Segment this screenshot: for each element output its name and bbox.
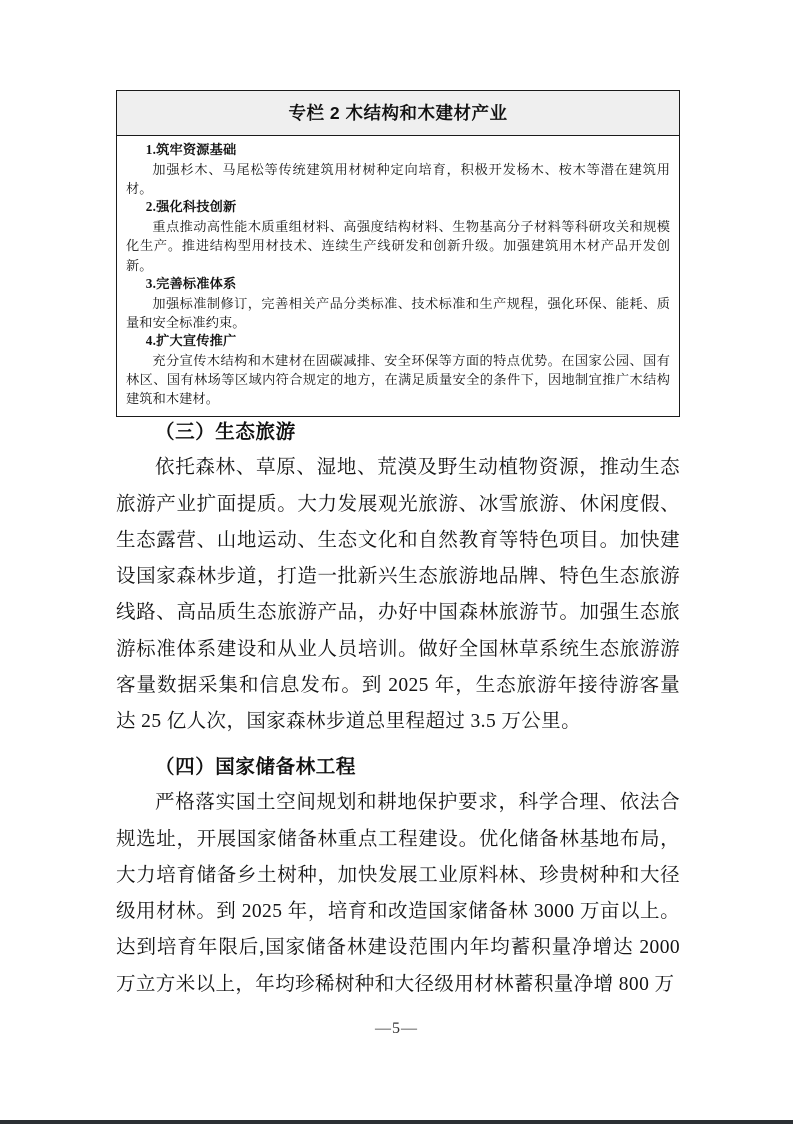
feature-item-heading-1: 1.筑牢资源基础 <box>145 142 237 157</box>
feature-box-title: 专栏 2 木结构和木建材产业 <box>117 91 679 136</box>
feature-item-text-4: 充分宣传木结构和木建材在固碳减排、安全环保等方面的特点优势。在国家公园、国有林区、国有林场等区域内符合规定的地方，在满足质量安全的条件下，因地制宜推广木结构建筑和木建材。 <box>126 352 670 407</box>
feature-item-text-3: 加强标准制修订，完善相关产品分类标准、技术标准和生产规程，强化环保、能耗、质量和安全标准约束。 <box>126 295 670 330</box>
section-heading-reserve-forest: （四）国家储备林工程 <box>155 757 357 778</box>
feature-item-text-1: 加强杉木、马尾松等传统建筑用材树种定向培育，积极开发杨木、桉木等潜在建筑用材。 <box>126 161 670 196</box>
section-paragraph-ecotourism: 依托森林、草原、湿地、荒漠及野生动植物资源，推动生态旅游产业扩面提质。大力发展观光旅游、冰雪旅游、休闲度假、生态露营、山地运动、生态文化和自然教育等特色项目。加快建设国家森林步道，打造一批新兴生态旅游地品牌、特色生态旅游线路、高品质生态旅游产品，办好中国森林旅游节。加强生态旅游标准体系建设和从业人员培训。做好全国林草系统生态旅游游客量数据采集和信息发布。到 2025 年，生态旅游年接待游客量达 25 亿人次，国家森林步道总里程超过 3.5 万公里。 <box>116 457 680 733</box>
section-reserve-forest <box>116 753 680 1003</box>
feature-box-wood-industry <box>116 90 680 417</box>
bottom-edge-bar <box>0 1120 793 1124</box>
feature-item-text-2: 重点推动高性能木质重组材料、高强度结构材料、生物基高分子材料等科研攻关和规模化生产。推进结构型用材技术、连续生产线研发和创新升级。加强建筑用木材产品开发创新。 <box>126 219 670 273</box>
feature-box-body <box>117 136 679 416</box>
section-paragraph-reserve-forest: 严格落实国土空间规划和耕地保护要求，科学合理、依法合规选址，开展国家储备林重点工程建设。优化储备林基地布局，大力培育储备乡土树种，加快发展工业原料林、珍贵树种和大径级用材林。到 2025 年，培育和改造国家储备林 3000 万亩以上。达到培育年限后,国家储备林建设范围内年均蓄积量净增达 2000 万立方米以上，年均珍稀树种和大径级用材林蓄积量净增 800 万 <box>116 792 680 995</box>
feature-item-heading-2: 2.强化科技创新 <box>145 199 237 215</box>
section-ecotourism <box>116 418 680 740</box>
feature-item-heading-3: 3.完善标准体系 <box>145 275 237 291</box>
page-number: —5— <box>375 1020 418 1037</box>
section-heading-ecotourism: （三）生态旅游 <box>155 422 296 443</box>
feature-item-heading-4: 4.扩大宣传推广 <box>145 333 237 349</box>
